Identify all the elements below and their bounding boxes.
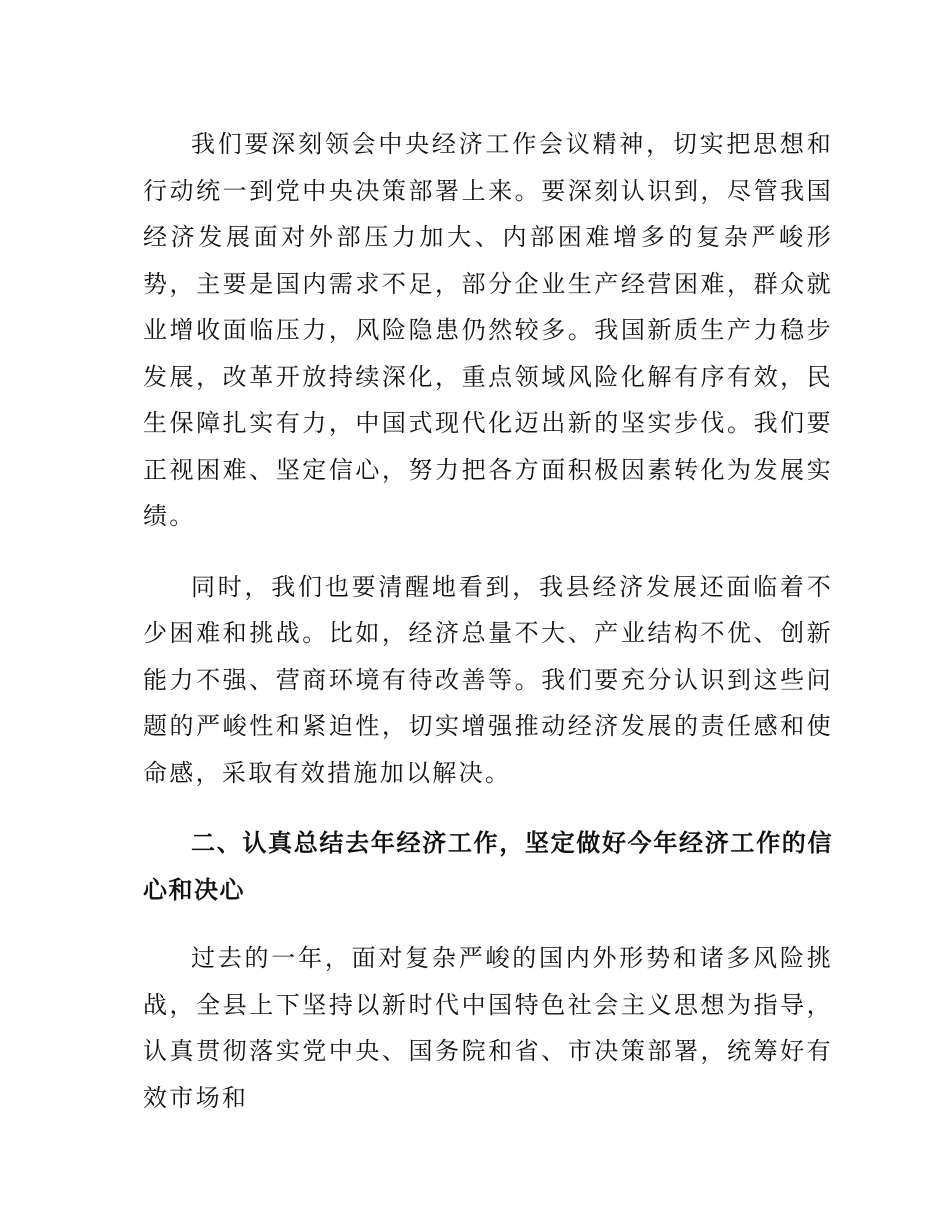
section-heading: 二、认真总结去年经济工作，坚定做好今年经济工作的信心和决心 — [143, 829, 833, 904]
document-body — [143, 121, 833, 1121]
paragraph-3: 过去的一年，面对复杂严峻的国内外形势和诸多风险挑战，全县上下坚持以新时代中国特色社会主义思想为指导，认真贯彻落实党中央、国务院和省、市决策部署，统筹好有效市场和 — [143, 944, 833, 1112]
paragraph-1: 我们要深刻领会中央经济工作会议精神，切实把思想和行动统一到党中央决策部署上来。要深刻认识到，尽管我国经济发展面对外部压力加大、内部困难增多的复杂严峻形势，主要是国内需求不足，部分企业生产经营困难，群众就业增收面临压力，风险隐患仍然较多。我国新质生产力稳步发展，改革开放持续深化，重点领域风险化解有序有效，民生保障扎实有力，中国式现代化迈出新的坚实步伐。我们要正视困难、坚定信心，努力把各方面积极因素转化为发展实绩。 — [143, 130, 833, 530]
paragraph-2: 同时，我们也要清醒地看到，我县经济发展还面临着不少困难和挑战。比如，经济总量不大、产业结构不优、创新能力不强、营商环境有待改善等。我们要充分认识到这些问题的严峻性和紧迫性，切实增强推动经济发展的责任感和使命感，采取有效措施加以解决。 — [143, 572, 833, 787]
